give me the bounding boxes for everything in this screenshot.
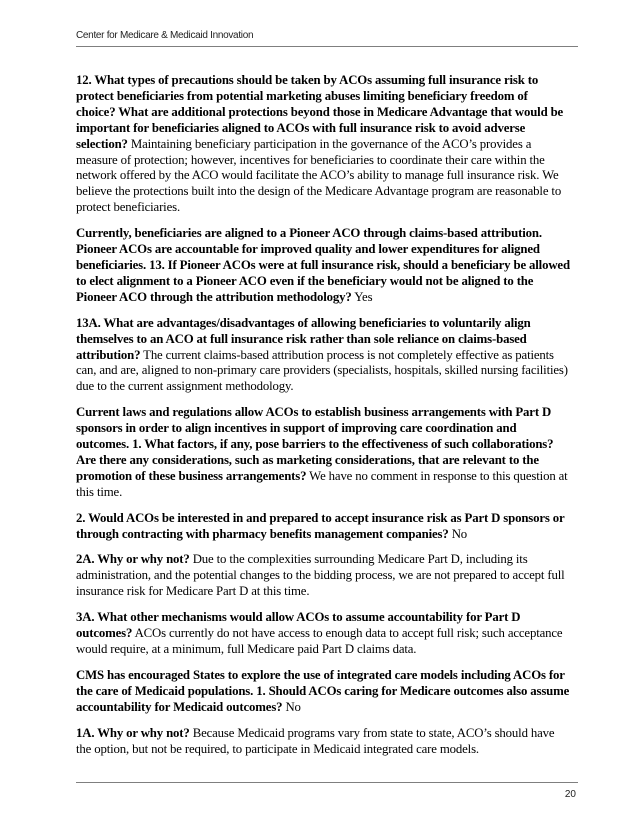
header-divider bbox=[76, 46, 578, 47]
qa-paragraph-13 bbox=[76, 226, 570, 306]
answer-text: Maintaining beneficiary participation in the governance of the ACO’s provides a measure of protection; however, incentives for beneficiaries to coordinate their care within the network offered by the ACO would facilitate the ACO’s ability to manage full insurance risk. We believe the protections built into the design of the Medicare Advantage program are reasonable to protect beneficiaries. bbox=[76, 136, 562, 215]
question-text: 2. Would ACOs be interested in and prepared to accept insurance risk as Part D sponsors or through contracting with pharmacy benefits management companies? bbox=[76, 510, 565, 541]
answer-text: Due to the complexities surrounding Medicare Part D, including its administration, and the potential changes to the bidding process, we are not prepared to accept full insurance risk for Medicare Part D at this time. bbox=[76, 552, 565, 599]
qa-paragraph-medicaid-1 bbox=[76, 668, 570, 716]
qa-paragraph-part-d-2 bbox=[76, 511, 570, 543]
qa-paragraph-13a bbox=[76, 316, 570, 396]
qa-paragraph-part-d-1 bbox=[76, 405, 570, 500]
answer-text: No bbox=[448, 526, 468, 541]
qa-paragraph-12 bbox=[76, 73, 570, 216]
answer-text: We have no comment in response to this question at this time. bbox=[76, 468, 568, 499]
answer-text: ACOs currently do not have access to enough data to accept full risk; such acceptance would require, at a minimum, full Medicare paid Part D claims data. bbox=[76, 626, 563, 656]
qa-paragraph-medicaid-1a bbox=[76, 726, 570, 758]
answer-text: Yes bbox=[351, 289, 373, 304]
qa-paragraph-part-d-3a bbox=[76, 610, 570, 658]
footer-divider bbox=[76, 782, 578, 783]
question-text: 2A. Why or why not? bbox=[76, 552, 190, 567]
qa-paragraph-part-d-2a bbox=[76, 552, 570, 600]
answer-text: Because Medicaid programs vary from state to state, ACO’s should have the option, but not be required, to participate in Medicaid integrated care models. bbox=[76, 725, 555, 756]
running-header: Center for Medicare & Medicaid Innovation bbox=[76, 30, 254, 41]
page-number: 20 bbox=[564, 789, 576, 800]
question-text: 12. What types of precautions should be taken by ACOs assuming full insurance risk to protect beneficiaries from potential marketing abuses limiting beneficiary freedom of choice? What are additional protections beyond those in Medicare Advantage that would be important for beneficiaries aligned to ACOs with full insurance risk to avoid adverse selection? bbox=[76, 73, 564, 151]
question-text: CMS has encouraged States to explore the use of integrated care models including ACOs for the care of Medicaid populations. 1. Should ACOs caring for Medicare outcomes also assume accountability for Medicaid outcomes? bbox=[76, 667, 570, 714]
document-body bbox=[76, 73, 570, 767]
question-text: 3A. What other mechanisms would allow ACOs to assume accountability for Part D outcomes? bbox=[76, 610, 521, 641]
answer-text: The current claims-based attribution process is not completely effective as patients can, and are, aligned to non-primary care providers (specialists, hospitals, skilled nursing facilities) due to the current assignment methodology. bbox=[76, 347, 568, 394]
question-text: 1A. Why or why not? bbox=[76, 725, 190, 740]
question-text: Currently, beneficiaries are aligned to a Pioneer ACO through claims-based attribution. Pioneer ACOs are accountable for improved quality and lower expenditures for aligned beneficiaries. 13. If Pioneer ACOs were at full insurance risk, should a beneficiary be allowed to elect alignment to a Pioneer ACO even if the beneficiary would not be aligned to the Pioneer ACO through the attribution methodology? bbox=[76, 226, 570, 304]
question-text: 13A. What are advantages/disadvantages of allowing beneficiaries to voluntarily align themselves to an ACO at full insurance risk rather than sole reliance on claims-based attribution? bbox=[76, 315, 531, 362]
answer-text: No bbox=[282, 699, 301, 714]
question-text: Current laws and regulations allow ACOs to establish business arrangements with Part D sponsors in order to align incentives in support of improving care coordination and outcomes. 1. What factors, if any, pose barriers to the effectiveness of such collaborations? Are there any considerations, such as marketing considerations, that are relevant to the promotion of these business arrangements? bbox=[76, 405, 554, 483]
